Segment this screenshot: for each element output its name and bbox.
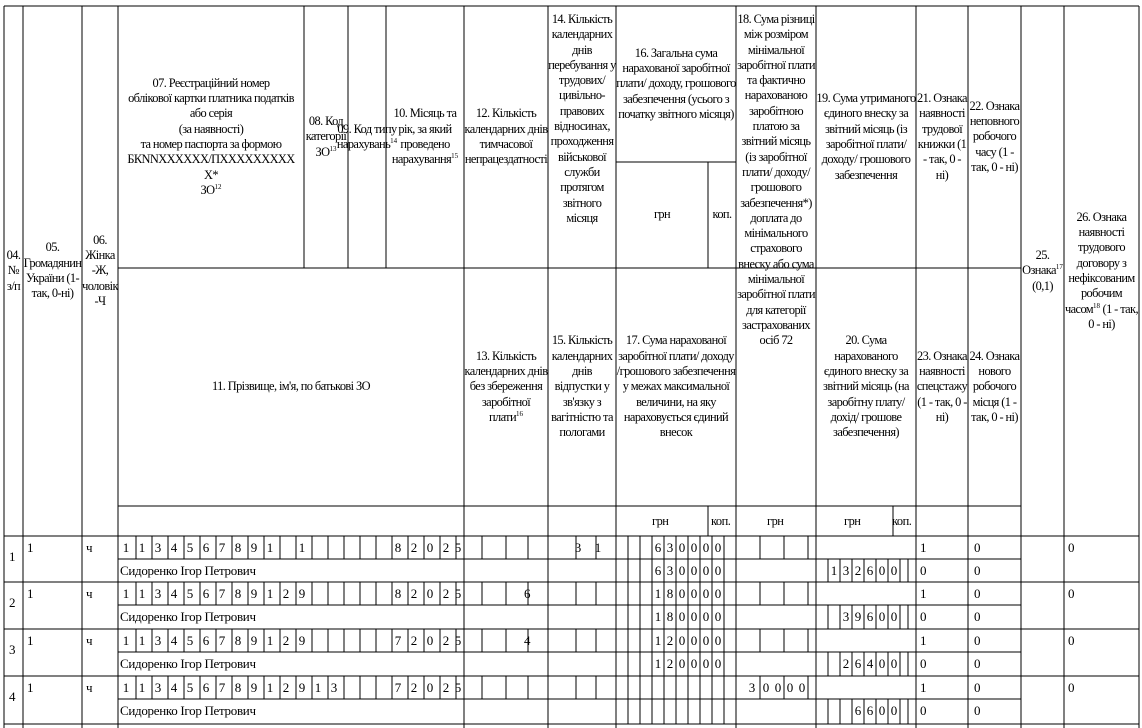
id-digit: 4 (170, 586, 178, 601)
header-col-16-kop-text: коп. (712, 207, 732, 222)
total-amount-digit: 0 (702, 633, 710, 648)
max-amount-digit: 0 (714, 609, 722, 624)
id-digit: 7 (218, 586, 226, 601)
max-amount-digit: 3 (666, 563, 674, 578)
id-digit: 7 (218, 680, 226, 695)
header-col-22-text: 22. Ознака неповного робочого часу (1 - так, 0 - ні) (969, 98, 1020, 174)
row-special-exp-flag: 0 (920, 656, 927, 671)
header-col-17 (616, 268, 736, 506)
header-col-16-grn (616, 162, 708, 268)
contribution-digit: 0 (890, 609, 898, 624)
row-special-exp-flag: 0 (920, 563, 927, 578)
header-col-13-label: 13. Кількість календарних днів без збереження заробітної плати (464, 348, 548, 424)
id-digit: 0 (426, 586, 434, 601)
id-digit: 8 (234, 680, 242, 695)
header-col-26 (1064, 6, 1139, 536)
max-amount-digit: 0 (702, 563, 710, 578)
header-col-08-label: 08. Код категорії ЗО (305, 114, 347, 159)
header-col-10 (386, 6, 464, 268)
id-digit: 6 (202, 633, 210, 648)
id-digit: 2 (442, 680, 450, 695)
header-col-07-line: 07. Реєстраційний номер (152, 75, 270, 90)
row-full-name: Сидоренко Ігор Петрович (120, 703, 256, 718)
id-digit: 9 (250, 680, 258, 695)
header-col-19 (816, 6, 916, 268)
id-digit: 0 (426, 680, 434, 695)
id-digit: 5 (186, 540, 194, 555)
header-col-10-text (386, 106, 464, 167)
id-digit: 4 (170, 680, 178, 695)
id-digit: 5 (454, 680, 462, 695)
id-digit: 9 (250, 633, 258, 648)
header-col-04-text: 04. № з/п (6, 248, 21, 293)
total-amount-digit: 0 (678, 586, 686, 601)
row-sick-days: 6 (524, 586, 531, 601)
header-col-10-label: 10. Місяць та рік, за який проведено нарахування (391, 106, 457, 167)
row-full-name: Сидоренко Ігор Петрович (120, 656, 256, 671)
header-col-15-text: 15. Кількість календарних днів відпустки у зв'язку з вагітністю та пологами (551, 333, 613, 440)
id-digit: 1 (122, 586, 130, 601)
total-amount-digit: 8 (666, 586, 674, 601)
header-col-07-line: та номер паспорта за формою (140, 137, 282, 151)
contribution-digit: 0 (878, 563, 886, 578)
max-amount-digit: 0 (714, 563, 722, 578)
header-col-09 (336, 6, 398, 268)
contribution-digit: 6 (866, 609, 874, 624)
id-digit: 0 (426, 540, 434, 555)
row-citizen: 1 (27, 540, 34, 555)
header-col-21 (916, 6, 968, 268)
header-col-06-text: 06. Жінка -Ж, чоловік -Ч (82, 232, 118, 308)
id-digit: 1 (122, 633, 130, 648)
header-col-09-footnote-ref: 14 (390, 136, 398, 145)
min-wage-diff-digit: 0 (798, 680, 806, 695)
header-col-25-footnote-ref: 17 (1055, 263, 1063, 272)
contribution-digit: 2 (854, 563, 862, 578)
id-digit: 8 (394, 540, 402, 555)
id-digit: 9 (298, 633, 306, 648)
header-col-07-line: (за наявності) (178, 121, 244, 136)
total-amount-digit: 0 (690, 633, 698, 648)
total-amount-digit: 0 (714, 633, 722, 648)
total-amount-digit: 3 (666, 540, 674, 555)
max-amount-digit: 0 (702, 656, 710, 671)
row-flexible-contract-flag: 0 (1068, 540, 1075, 555)
header-col-20-text: 20. Сума нарахованого єдиного внеску за звітний місяць (на заробітну плату/ дохід/ грошове забезпечення) (823, 333, 909, 440)
row-flexible-contract-flag: 0 (1068, 680, 1075, 695)
id-digit: 9 (250, 540, 258, 555)
row-flexible-contract-flag: 0 (1068, 586, 1075, 601)
row-full-name: Сидоренко Ігор Петрович (120, 609, 256, 624)
id-digit: 1 (122, 680, 130, 695)
max-amount-digit: 0 (678, 656, 686, 671)
contribution-digit: 6 (866, 703, 874, 718)
row-parttime-flag: 0 (974, 586, 981, 601)
id-digit: 1 (138, 680, 146, 695)
header-col-11 (118, 268, 464, 506)
max-amount-digit: 0 (678, 563, 686, 578)
contribution-digit: 0 (890, 656, 898, 671)
row-new-job-flag: 0 (974, 656, 981, 671)
id-digit: 2 (410, 680, 418, 695)
id-digit: 1 (314, 680, 322, 695)
header-col-07 (118, 6, 304, 268)
row-number: 1 (9, 549, 16, 564)
total-amount-digit: 0 (702, 540, 710, 555)
contribution-digit: 9 (854, 609, 862, 624)
header-col-24 (968, 268, 1021, 506)
max-amount-digit: 6 (654, 563, 662, 578)
id-digit: 8 (234, 586, 242, 601)
id-digit: 5 (186, 633, 194, 648)
header-col-08-footnote-ref: 13 (329, 144, 337, 153)
work-days-digit: 1 (594, 540, 602, 555)
row-citizen: 1 (27, 680, 34, 695)
header-col-05 (23, 6, 82, 536)
contribution-digit: 0 (878, 656, 886, 671)
total-amount-digit: 0 (702, 586, 710, 601)
total-amount-digit: 0 (678, 633, 686, 648)
header-col-15 (548, 268, 616, 506)
header-col-16 (616, 6, 736, 162)
header-col-26-footnote-ref: 18 (1093, 301, 1101, 310)
id-digit: 5 (186, 680, 194, 695)
id-digit: 2 (410, 633, 418, 648)
contribution-digit: 4 (866, 656, 874, 671)
id-digit: 9 (298, 586, 306, 601)
id-digit: 7 (394, 680, 402, 695)
header-col-26-label: 26. Ознака наявності трудового договору з нефіксованим робочим часом (1065, 209, 1135, 316)
max-amount-digit: 1 (654, 609, 662, 624)
id-digit: 2 (442, 540, 450, 555)
header-col-07-line: або серія (189, 106, 233, 121)
id-digit: 8 (394, 586, 402, 601)
id-digit: 1 (266, 540, 274, 555)
row-parttime-flag: 0 (974, 633, 981, 648)
id-digit: 2 (410, 540, 418, 555)
id-digit: 3 (154, 680, 162, 695)
contribution-digit: 0 (878, 703, 886, 718)
total-amount-digit: 2 (666, 633, 674, 648)
header-col-04 (4, 6, 23, 536)
header-col-26-suffix: (1 - так, 0 - ні) (1088, 301, 1138, 331)
header-col-16-kop (708, 162, 736, 268)
header-col-16-grn-text: грн (653, 207, 671, 222)
row-workbook-flag: 1 (920, 586, 927, 601)
total-amount-digit: 0 (714, 586, 722, 601)
row-workbook-flag: 1 (920, 540, 927, 555)
header-col-25 (1021, 6, 1064, 536)
header-col-23 (916, 268, 968, 506)
max-amount-digit: 0 (714, 656, 722, 671)
id-digit: 4 (170, 633, 178, 648)
max-amount-digit: 2 (666, 656, 674, 671)
row-number: 4 (9, 689, 16, 704)
row-special-exp-flag: 0 (920, 703, 927, 718)
id-digit: 1 (122, 540, 130, 555)
header-col-25-text (1021, 248, 1064, 294)
max-amount-digit: 8 (666, 609, 674, 624)
id-digit: 5 (454, 633, 462, 648)
row-flexible-contract-flag: 0 (1068, 633, 1075, 648)
max-amount-digit: 1 (654, 656, 662, 671)
row-parttime-flag: 0 (974, 680, 981, 695)
header-col-23-text: 23. Ознака наявності спецстажу (1 - так, 0 - ні) (916, 348, 968, 424)
header-col-11-text: 11. Прізвище, ім'я, по батькові ЗО (212, 379, 370, 394)
id-digit: 2 (282, 680, 290, 695)
header-col-14-text: 14. Кількість календарних днів перебування у трудових/ цивільно-правових відносинах, проходження військової служби протягом звітного місяця (548, 12, 616, 225)
row-gender: ч (86, 540, 93, 555)
id-digit: 1 (266, 633, 274, 648)
id-digit: 6 (202, 540, 210, 555)
row-workbook-flag: 1 (920, 633, 927, 648)
total-amount-digit: 0 (690, 540, 698, 555)
header-col-13-text (464, 349, 548, 425)
id-digit: 8 (234, 540, 242, 555)
header-col-14 (548, 6, 616, 274)
id-digit: 7 (394, 633, 402, 648)
row-full-name: Сидоренко Ігор Петрович (120, 563, 256, 578)
total-amount-digit: 6 (654, 540, 662, 555)
header-col-05-text: 05. Громадянин України (1-так, 0-ні) (23, 240, 82, 301)
row-new-job-flag: 0 (974, 563, 981, 578)
contribution-digit: 6 (854, 703, 862, 718)
total-amount-digit: 0 (678, 540, 686, 555)
id-digit: 5 (454, 586, 462, 601)
min-wage-diff-digit: 3 (748, 680, 756, 695)
id-digit: 9 (298, 680, 306, 695)
row-gender: ч (86, 680, 93, 695)
header-col-07-footnote-ref: 12 (214, 182, 222, 191)
id-digit: 6 (202, 586, 210, 601)
total-amount-digit: 0 (714, 540, 722, 555)
subheader-grn-17: грн (652, 514, 669, 528)
id-digit: 1 (138, 540, 146, 555)
row-citizen: 1 (27, 586, 34, 601)
min-wage-diff-digit: 0 (786, 680, 794, 695)
subheader-grn-18: грн (767, 514, 784, 528)
header-col-16-text: 16. Загальна сума нарахованої заробітної плати/ доходу, грошового забезпечення (усього з початку звітного місяця) (616, 45, 736, 121)
row-gender: ч (86, 586, 93, 601)
subheader-grn-20: грн (844, 514, 861, 528)
id-digit: 7 (218, 633, 226, 648)
header-col-07-line: БКNNXXXXXX/ПХХХХХХХХХ (127, 152, 295, 167)
row-number: 2 (9, 595, 16, 610)
header-col-20 (816, 268, 916, 506)
max-amount-digit: 0 (702, 609, 710, 624)
header-col-12-text: 12. Кількість календарних днів тимчасової непрацездатності (464, 106, 548, 167)
id-digit: 1 (266, 586, 274, 601)
header-col-06 (82, 6, 118, 536)
id-digit: 4 (170, 540, 178, 555)
id-digit: 8 (234, 633, 242, 648)
id-digit: 3 (154, 633, 162, 648)
max-amount-digit: 0 (678, 609, 686, 624)
header-col-26-text (1064, 210, 1139, 332)
max-amount-digit: 0 (690, 656, 698, 671)
header-col-10-footnote-ref: 15 (451, 152, 459, 161)
id-digit: 3 (154, 586, 162, 601)
id-digit: 6 (202, 680, 210, 695)
contribution-digit: 0 (890, 703, 898, 718)
id-digit: 2 (442, 633, 450, 648)
contribution-digit: 6 (854, 656, 862, 671)
id-digit: 5 (186, 586, 194, 601)
max-amount-digit: 0 (690, 609, 698, 624)
total-amount-digit: 1 (654, 586, 662, 601)
contribution-digit: 6 (866, 563, 874, 578)
id-digit: 3 (154, 540, 162, 555)
min-wage-diff-digit: 0 (762, 680, 770, 695)
header-col-07-line: облікової картки платника податків (128, 91, 294, 106)
row-unpaid-days: 4 (524, 633, 531, 648)
header-col-17-text: 17. Сума нарахованої заробітної плати/ доходу /грошового забезпечення у межах максимальної величини, на яку нараховується єдиний внесок (616, 333, 736, 440)
header-col-07-line: ЗО$^{12}$ (200, 182, 222, 197)
header-col-25-label: 25. Ознака (1022, 248, 1056, 278)
contribution-digit: 0 (890, 563, 898, 578)
id-digit: 1 (298, 540, 306, 555)
id-digit: 1 (266, 680, 274, 695)
contribution-digit: 1 (830, 563, 838, 578)
header-col-24-text: 24. Ознака нового робочого місця (1 - так, 0 - ні) (969, 348, 1020, 424)
work-days-digit: 3 (574, 540, 582, 555)
id-digit: 2 (410, 586, 418, 601)
header-col-18 (736, 6, 816, 512)
row-special-exp-flag: 0 (920, 609, 927, 624)
row-citizen: 1 (27, 633, 34, 648)
subheader-kop-20: коп. (892, 514, 912, 528)
total-amount-digit: 1 (654, 633, 662, 648)
id-digit: 3 (330, 680, 338, 695)
row-new-job-flag: 0 (974, 609, 981, 624)
contribution-digit: 2 (842, 656, 850, 671)
header-col-13-footnote-ref: 16 (516, 409, 524, 418)
subheader-kop-17: коп. (711, 514, 731, 528)
header-col-07-line: X* (204, 167, 218, 182)
id-digit: 9 (250, 586, 258, 601)
header-col-12 (464, 6, 548, 268)
max-amount-digit: 0 (690, 563, 698, 578)
contribution-digit: 0 (878, 609, 886, 624)
total-amount-digit: 0 (690, 586, 698, 601)
id-digit: 7 (218, 540, 226, 555)
id-digit: 2 (282, 633, 290, 648)
row-gender: ч (86, 633, 93, 648)
id-digit: 0 (426, 633, 434, 648)
contribution-digit: 3 (842, 563, 850, 578)
id-digit: 5 (454, 540, 462, 555)
row-parttime-flag: 0 (974, 540, 981, 555)
row-new-job-flag: 0 (974, 703, 981, 718)
row-workbook-flag: 1 (920, 680, 927, 695)
header-col-18-text: 18. Сума різниці між розміром мінімальної заробітної плати та фактично нарахованою заробітною платою за звітний місяць (із заробітної плати/ доходу/ грошового забезпечення*) доплата до мінімального страхового внеску або сума мінімальної заробітної плати для категорії застрахованих осіб 72 (737, 12, 815, 348)
header-col-22 (968, 6, 1021, 268)
id-digit: 2 (442, 586, 450, 601)
header-col-19-text: 19. Сума утриманого єдиного внеску за звітний місяць (із заробітної плати/ доходу/ грошового забезпечення (816, 91, 916, 182)
header-col-13 (464, 268, 548, 506)
header-col-21-text: 21. Ознака наявності трудової книжки (1 - так, 0 - ні) (917, 91, 967, 182)
row-number: 3 (9, 642, 16, 657)
header-col-09-label: 09. Код типу нарахувань (336, 121, 397, 151)
id-digit: 2 (282, 586, 290, 601)
header-col-25-suffix: (0,1) (1032, 278, 1053, 293)
id-digit: 1 (138, 633, 146, 648)
id-digit: 1 (138, 586, 146, 601)
min-wage-diff-digit: 0 (774, 680, 782, 695)
contribution-digit: 3 (842, 609, 850, 624)
